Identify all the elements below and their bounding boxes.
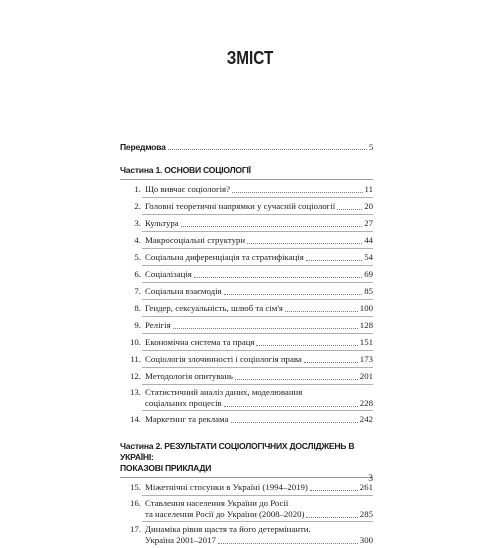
entry-number: 5. [134, 252, 141, 262]
entry-number: 1. [134, 184, 141, 194]
entry-title: Культура [145, 218, 179, 228]
entry-number: 11. [130, 354, 141, 364]
dot-leader [306, 517, 357, 518]
page-title: ЗМІСТ [226, 48, 274, 68]
toc-entry[interactable] [120, 385, 373, 411]
toc-entry[interactable] [120, 266, 373, 283]
toc-entry[interactable] [120, 411, 373, 428]
entry-title: Соціологія злочинності і соціологія права [145, 354, 302, 364]
entry-title: Гендер, сексуальність, шлюб та сім'я [145, 303, 283, 313]
toc-preface[interactable] [120, 140, 373, 152]
entry-title: Соціальна диференціація та стратифікація [145, 252, 304, 262]
entry-number: 10. [130, 337, 141, 347]
entry-title: Ставлення населення України до Росії [145, 498, 289, 508]
part-title-line: Частина 1. ОСНОВИ СОЦІОЛОГІЇ [120, 165, 251, 175]
dot-leader [235, 379, 358, 380]
toc-entry[interactable] [120, 283, 373, 300]
entry-number: 2. [134, 201, 141, 211]
entry-page: 285 [359, 509, 373, 519]
dot-leader [256, 345, 357, 346]
entry-title: та населення Росії до України (2008–2020) [145, 509, 305, 519]
part-divider [120, 179, 373, 180]
entry-number: 7. [134, 286, 141, 296]
entry-title: Міжетнічні стосунки в Україні (1994–2019) [145, 482, 308, 492]
entry-page: 44 [364, 235, 373, 245]
entry-page: 69 [364, 269, 373, 279]
entry-page: 242 [359, 414, 373, 424]
entry-title: Що вивчає соціологія? [145, 184, 230, 194]
toc-entry[interactable] [120, 198, 373, 215]
entry-number: 4. [134, 235, 141, 245]
entry-title: Методологія опитувань [145, 371, 233, 381]
part-title[interactable] [120, 165, 373, 176]
toc-parts [120, 165, 373, 548]
entry-title: соціальних процесів [145, 398, 222, 408]
toc-part [120, 441, 373, 548]
entry-page: 54 [364, 252, 373, 262]
toc-entry[interactable] [120, 317, 373, 334]
entry-page: 27 [364, 218, 373, 228]
entry-title: Україна 2001–2017 [145, 535, 216, 545]
entry-page: 173 [359, 354, 373, 364]
dot-leader [181, 226, 362, 227]
entry-number: 16. [130, 498, 141, 508]
entry-page: 100 [359, 303, 373, 313]
dot-leader [337, 209, 362, 210]
entry-number: 13. [130, 387, 141, 397]
dot-leader [310, 490, 358, 491]
entry-page: 11 [364, 184, 373, 194]
entry-page: 85 [364, 286, 373, 296]
entry-title: Соціальна взаємодія [145, 286, 222, 296]
toc-entry[interactable] [120, 300, 373, 317]
dot-leader [218, 543, 358, 544]
entry-page: 300 [359, 535, 373, 545]
entry-title: Макросоціальні структури [145, 235, 246, 245]
dot-leader [304, 362, 358, 363]
dot-leader [224, 406, 358, 407]
toc-part [120, 165, 373, 428]
toc-entry[interactable] [120, 215, 373, 232]
entry-number: 17. [130, 524, 141, 534]
entry-title: Релігія [145, 320, 171, 330]
entry-title: Економічна система та праця [145, 337, 255, 347]
entry-page: 128 [359, 320, 373, 330]
entry-page: 151 [359, 337, 373, 347]
dot-leader [247, 243, 362, 244]
entry-number: 12. [130, 371, 141, 381]
entry-number: 9. [134, 320, 141, 330]
entry-page: 20 [364, 201, 373, 211]
toc-entry[interactable] [120, 181, 373, 198]
dot-leader [168, 149, 367, 150]
preface-page: 5 [368, 142, 373, 152]
entry-title: Маркетинг та реклама [145, 414, 229, 424]
page-number: 3 [368, 474, 373, 484]
part-title-line: ПОКАЗОВІ ПРИКЛАДИ [120, 463, 212, 473]
entry-title: Соціалізація [145, 269, 192, 279]
dot-leader [306, 260, 362, 261]
toc-entry[interactable] [120, 334, 373, 351]
dot-leader [194, 277, 362, 278]
toc-entry[interactable] [120, 522, 373, 548]
dot-leader [285, 311, 358, 312]
toc-entry[interactable] [120, 249, 373, 266]
dot-leader [232, 192, 363, 193]
entry-title: Головні теоретичні напрямки у сучасній соціології [145, 201, 336, 211]
part-title[interactable] [120, 441, 373, 474]
dot-leader [173, 328, 358, 329]
toc-entry[interactable] [120, 232, 373, 249]
toc-entry[interactable] [120, 479, 373, 496]
entry-number: 3. [134, 218, 141, 228]
entry-number: 15. [130, 482, 141, 492]
part-title-line: Частина 2. РЕЗУЛЬТАТИ СОЦІОЛОГІЧНИХ ДОСЛІДЖЕНЬ В УКРАЇНІ: [120, 441, 355, 462]
entry-number: 6. [134, 269, 141, 279]
entry-title: Статистичний аналіз даних, моделювання [145, 387, 303, 397]
table-of-contents [120, 140, 373, 548]
dot-leader [231, 422, 358, 423]
entry-page: 201 [359, 371, 373, 381]
part-divider [120, 477, 373, 478]
entry-number: 14. [130, 414, 141, 424]
preface-label: Передмова [120, 142, 166, 152]
entry-title: Динаміка рівня щастя та його детермінанти. [145, 524, 311, 534]
toc-entry[interactable] [120, 368, 373, 385]
dot-leader [224, 294, 363, 295]
toc-entry[interactable] [120, 351, 373, 368]
entry-number: 8. [134, 303, 141, 313]
entry-page: 228 [359, 398, 373, 408]
entry-page: 261 [359, 482, 373, 492]
